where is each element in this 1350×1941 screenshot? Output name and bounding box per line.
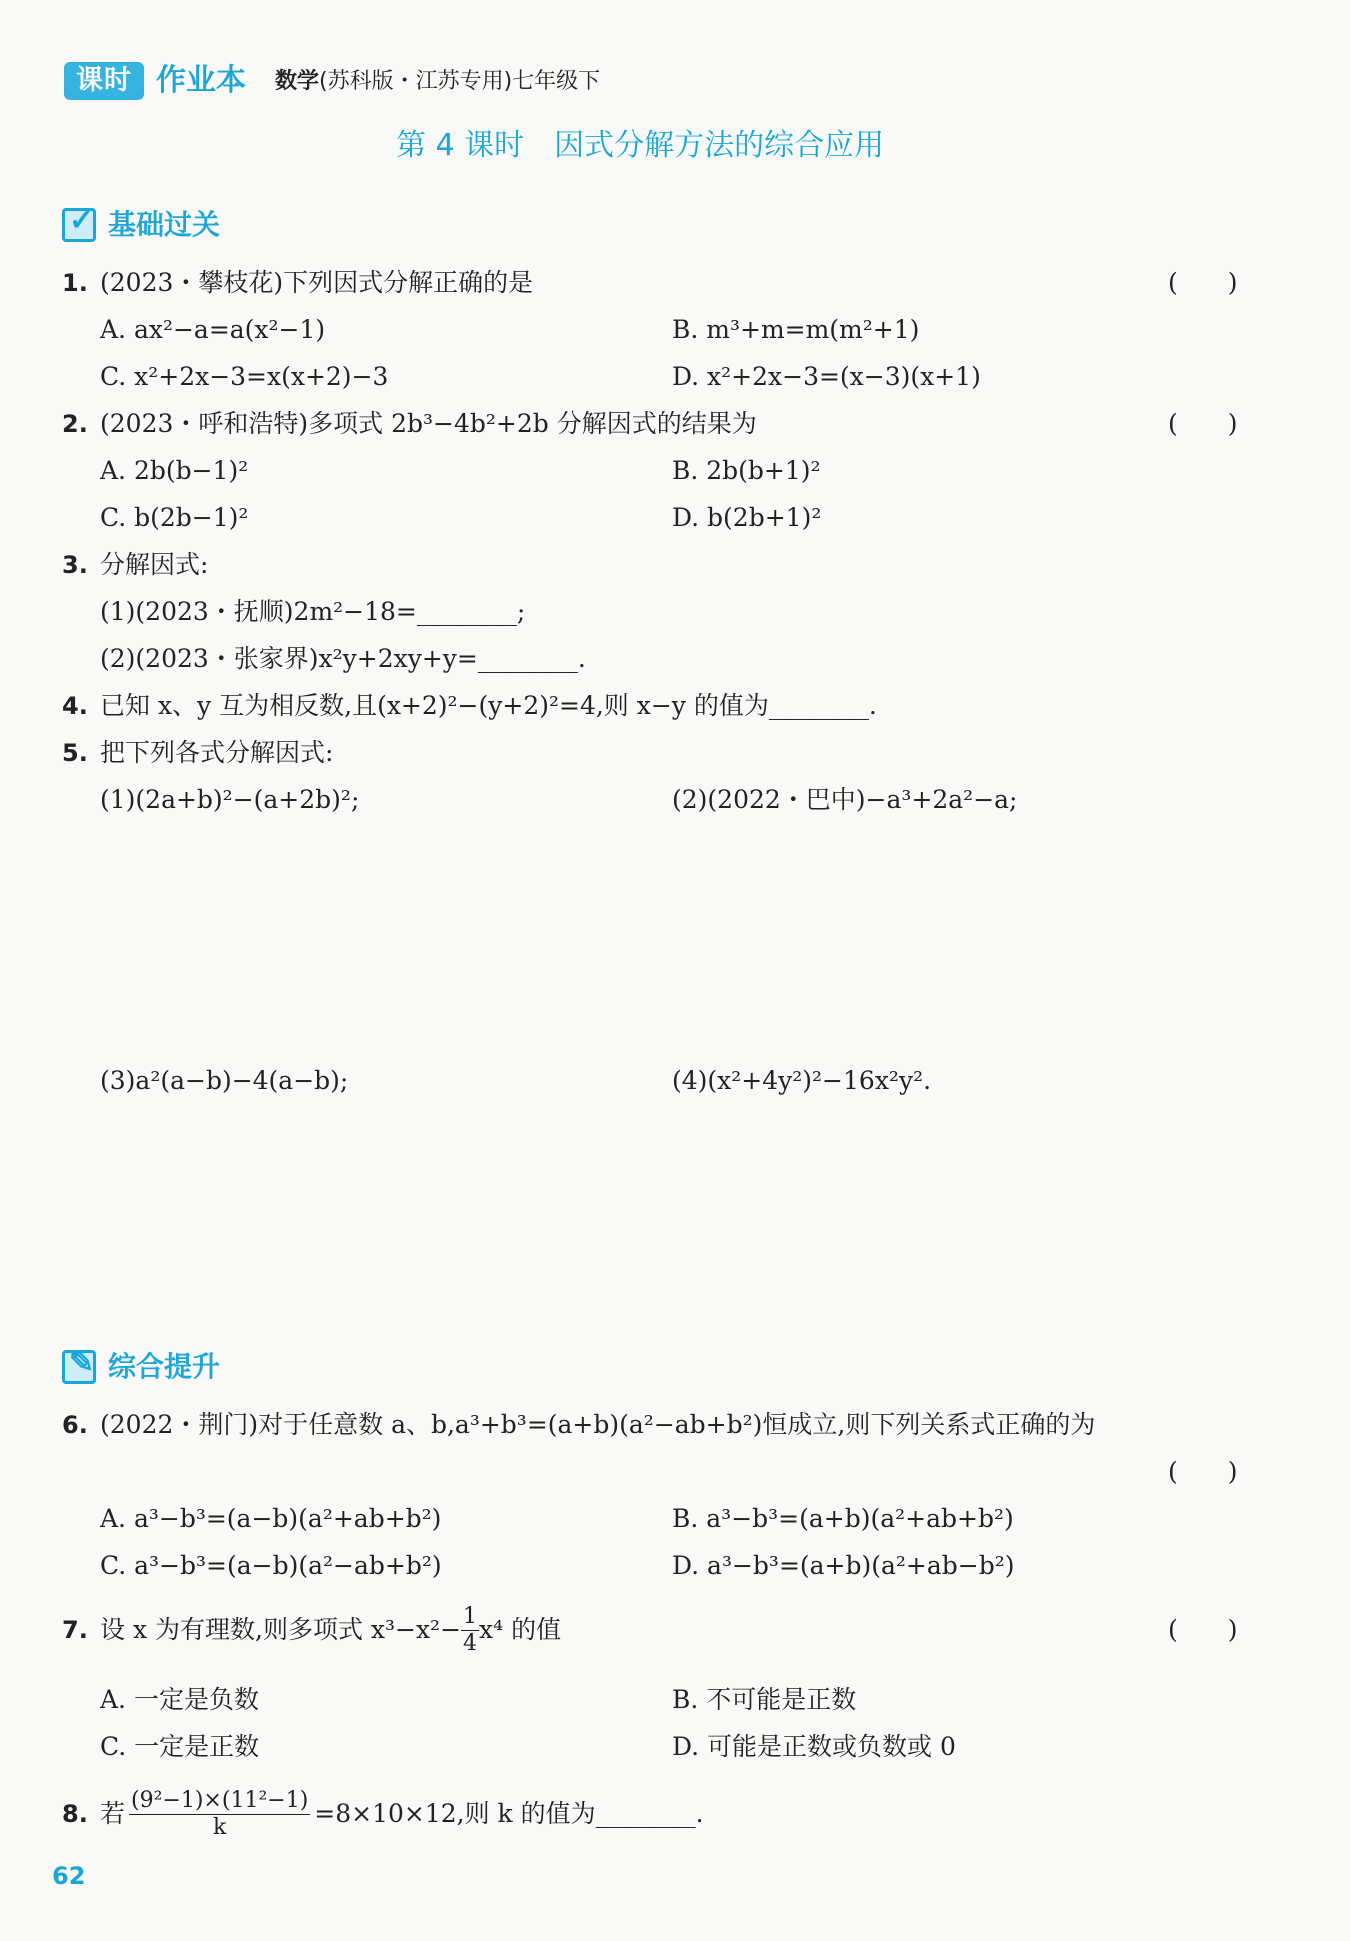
q2-option-b: B. 2b(b+1)² xyxy=(672,456,821,485)
q7-option-a: A. 一定是负数 xyxy=(100,1685,259,1714)
page-number: 62 xyxy=(52,1862,86,1890)
q7-stem-pre: 设 x 为有理数,则多项式 x³−x²− xyxy=(100,1615,462,1644)
q3-number: 3. xyxy=(62,551,88,579)
pencil-icon: ✎ xyxy=(62,1350,96,1384)
q5-part3: (3)a²(a−b)−4(a−b); xyxy=(100,1066,349,1095)
q7-number: 7. xyxy=(62,1616,88,1644)
q6-stem: (2022・荆门)对于任意数 a、b,a³+b³=(a+b)(a²−ab+b²)恒成立,则下列关系式正确的为 xyxy=(100,1410,1096,1439)
q1-option-d: D. x²+2x−3=(x−3)(x+1) xyxy=(672,362,981,391)
subject: 数学 xyxy=(275,69,320,94)
brand-logo: 课时 xyxy=(64,62,144,100)
q1-answer-paren: ( ) xyxy=(1168,268,1238,297)
q2-stem: (2023・呼和浩特)多项式 2b³−4b²+2b 分解因式的结果为 xyxy=(100,409,757,438)
q7-frac-num: 1 xyxy=(463,1603,478,1629)
q6-option-b: B. a³−b³=(a+b)(a²+ab+b²) xyxy=(672,1504,1014,1533)
q8-frac-den: k xyxy=(212,1814,227,1840)
book-info xyxy=(275,67,600,97)
q2-option-c: C. b(2b−1)² xyxy=(100,503,249,532)
q5-part1: (1)(2a+b)²−(a+2b)²; xyxy=(100,785,360,814)
q2-option-a: A. 2b(b−1)² xyxy=(100,456,249,485)
brand-name: 作业本 xyxy=(156,63,246,98)
edition: (苏科版・江苏专用)七年级下 xyxy=(319,69,601,94)
q2-answer-paren: ( ) xyxy=(1168,409,1238,438)
q7-option-b: B. 不可能是正数 xyxy=(672,1685,857,1714)
q1-option-a: A. ax²−a=a(x²−1) xyxy=(100,315,326,344)
checkbox-icon: ✓ xyxy=(62,208,96,242)
q7-stem xyxy=(100,1600,561,1660)
q8-stem xyxy=(100,1784,704,1844)
q2-number: 2. xyxy=(62,410,88,438)
q8-pre: 若 xyxy=(100,1799,126,1828)
q3-part2: (2)(2023・张家界)x²y+2xy+y=________. xyxy=(100,644,586,673)
q7-option-d: D. 可能是正数或负数或 0 xyxy=(672,1732,956,1761)
q1-number: 1. xyxy=(62,269,88,297)
q8-post: =8×10×12,则 k 的值为________. xyxy=(314,1799,704,1828)
section-title-basic: 基础过关 xyxy=(108,208,221,241)
q5-number: 5. xyxy=(62,739,88,767)
q7-stem-post: x⁴ 的值 xyxy=(479,1615,562,1644)
q6-option-d: D. a³−b³=(a+b)(a²+ab−b²) xyxy=(672,1551,1015,1580)
q8-frac-num: (9²−1)×(11²−1) xyxy=(131,1787,309,1813)
q6-option-c: C. a³−b³=(a−b)(a²−ab+b²) xyxy=(100,1551,442,1580)
q4-stem: 已知 x、y 互为相反数,且(x+2)²−(y+2)²=4,则 x−y 的值为________. xyxy=(100,691,877,720)
q8-number: 8. xyxy=(62,1800,88,1828)
q5-part2: (2)(2022・巴中)−a³+2a²−a; xyxy=(672,785,1018,814)
q7-option-c: C. 一定是正数 xyxy=(100,1732,260,1761)
q5-stem: 把下列各式分解因式: xyxy=(100,738,334,767)
q6-answer-paren: ( ) xyxy=(1168,1457,1238,1486)
q6-number: 6. xyxy=(62,1411,88,1439)
q7-answer-paren: ( ) xyxy=(1168,1615,1238,1644)
q5-part4: (4)(x²+4y²)²−16x²y². xyxy=(672,1066,932,1095)
q1-option-c: C. x²+2x−3=x(x+2)−3 xyxy=(100,362,389,391)
q3-part1: (1)(2023・抚顺)2m²−18=________; xyxy=(100,597,526,626)
q3-stem: 分解因式: xyxy=(100,550,209,579)
q8-fraction xyxy=(129,1788,310,1841)
q7-fraction xyxy=(461,1604,479,1657)
q7-frac-den: 4 xyxy=(463,1630,478,1656)
q4-number: 4. xyxy=(62,692,88,720)
section-title-advanced: 综合提升 xyxy=(108,1350,221,1383)
lesson-title: 第 4 课时 因式分解方法的综合应用 xyxy=(396,128,885,163)
q1-option-b: B. m³+m=m(m²+1) xyxy=(672,315,920,344)
q2-option-d: D. b(2b+1)² xyxy=(672,503,822,532)
q1-stem: (2023・攀枝花)下列因式分解正确的是 xyxy=(100,268,534,297)
q6-option-a: A. a³−b³=(a−b)(a²+ab+b²) xyxy=(100,1504,442,1533)
